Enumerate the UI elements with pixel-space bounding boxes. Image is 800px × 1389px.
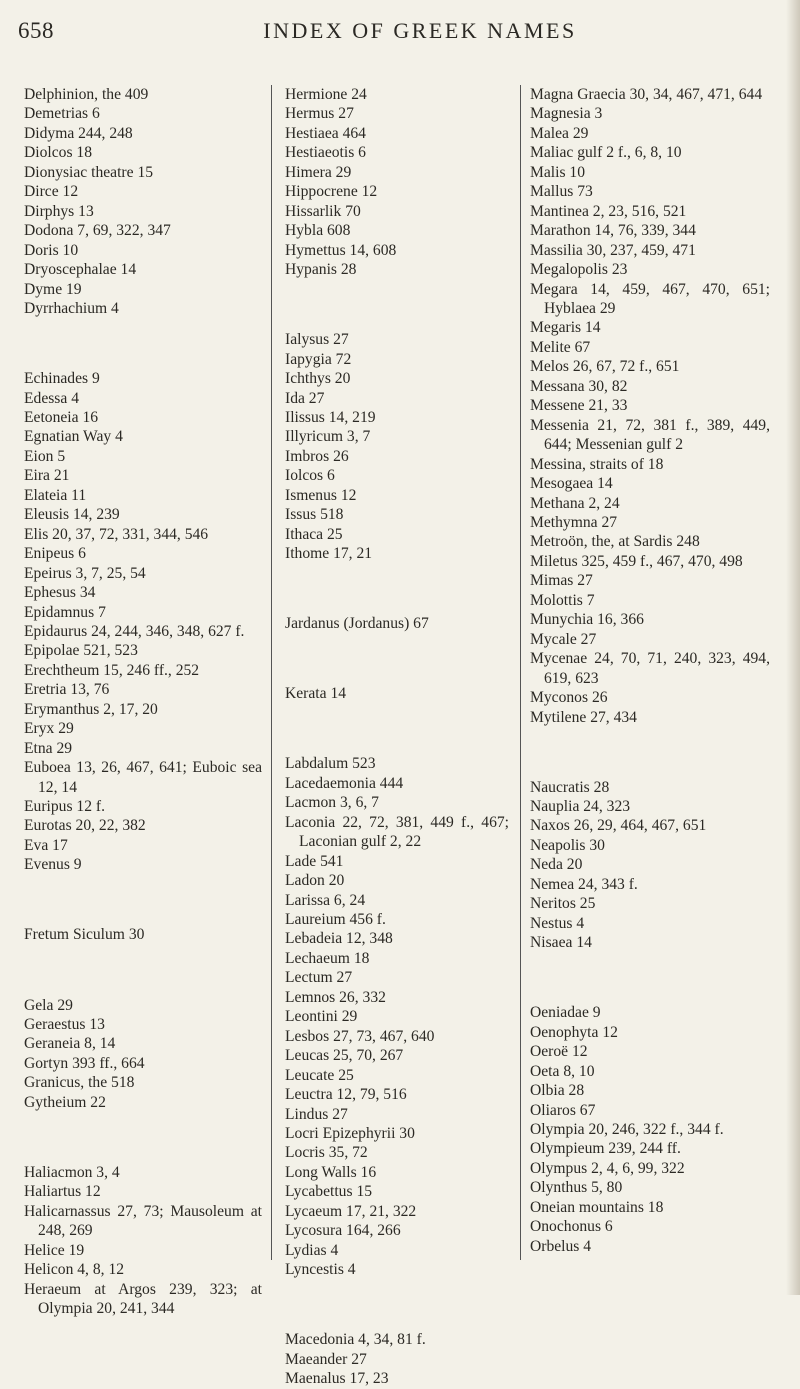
index-entry: Ilissus 14, 219 <box>285 408 376 426</box>
index-entry: Lycaeum 17, 21, 322 <box>285 1202 417 1220</box>
index-entry: Oeroë 12 <box>530 1043 588 1061</box>
index-entry: Etna 29 <box>24 739 73 757</box>
index-entry: Haliartus 12 <box>24 1183 101 1201</box>
index-entry: Lemnos 26, 332 <box>285 988 386 1006</box>
index-entry: Leontini 29 <box>285 1008 358 1026</box>
index-entry: Laconia 22, 72, 381, 449 f., 467; Laconian gulf 2, 22 <box>285 813 509 851</box>
index-entry: Ichthys 20 <box>285 370 351 388</box>
index-entry: Messenia 21, 72, 381 f., 389, 449, 644; Messenian gulf 2 <box>530 416 770 454</box>
index-entry: Onochonus 6 <box>530 1218 613 1236</box>
letter-group-gap <box>24 890 262 909</box>
index-entry: Lycabettus 15 <box>285 1183 373 1201</box>
index-entry: Ephesus 34 <box>24 584 96 602</box>
index-entry: Messana 30, 82 <box>530 377 628 395</box>
page-title: INDEX OF GREEK NAMES <box>263 18 577 43</box>
index-entry: Haliacmon 3, 4 <box>24 1163 120 1181</box>
index-entry: Dyrrhachium 4 <box>24 299 119 317</box>
index-entry: Mytilene 27, 434 <box>530 708 637 726</box>
index-entry: Geraneia 8, 14 <box>24 1035 116 1053</box>
index-entry: Megalopolis 23 <box>530 261 628 279</box>
index-entry: Echinades 9 <box>24 370 100 388</box>
index-entry: Oenophyta 12 <box>530 1023 618 1041</box>
index-entry: Elateia 11 <box>24 486 87 504</box>
index-entry: Lacmon 3, 6, 7 <box>285 794 379 812</box>
index-entry: Eira 21 <box>24 467 70 485</box>
index-entry: Nauplia 24, 323 <box>530 798 631 816</box>
index-entry: Himera 29 <box>285 163 352 181</box>
index-entry: Olympieum 239, 244 ff. <box>530 1140 681 1158</box>
index-entry: Messina, straits of 18 <box>530 455 664 473</box>
index-entry: Geraestus 13 <box>24 1016 105 1033</box>
index-entry: Ida 27 <box>285 389 325 407</box>
column-divider <box>271 85 272 1260</box>
index-entry: Dirphys 13 <box>24 202 94 220</box>
index-entry: Massilia 30, 237, 459, 471 <box>530 241 696 259</box>
index-entry: Neda 20 <box>530 856 583 874</box>
index-entry: Maliac gulf 2 f., 6, 8, 10 <box>530 144 682 162</box>
index-entry: Hestiaea 464 <box>285 124 366 142</box>
index-entry: Edessa 4 <box>24 389 79 407</box>
index-entry: Dryoscephalae 14 <box>24 261 137 279</box>
index-entry: Mesogaea 14 <box>530 475 613 493</box>
index-entry: Molottis 7 <box>530 591 595 609</box>
index-entry: Mallus 73 <box>530 183 593 201</box>
index-entry: Helicon 4, 8, 12 <box>24 1261 125 1279</box>
index-entry: Oeta 8, 10 <box>530 1062 595 1080</box>
index-entry: Laureium 456 f. <box>285 911 386 928</box>
index-entry: Demetrias 6 <box>24 105 100 123</box>
index-entry: Eurotas 20, 22, 382 <box>24 817 146 835</box>
index-entry: Long Walls 16 <box>285 1163 377 1181</box>
index-entry: Lydias 4 <box>285 1241 339 1259</box>
index-entry: Dionysiac theatre 15 <box>24 163 154 181</box>
index-entry: Maenalus 17, 23 <box>285 1370 389 1388</box>
index-entry: Epidaurus 24, 244, 346, 348, 627 f. <box>24 622 245 640</box>
index-entry: Malea 29 <box>530 124 589 142</box>
letter-group-gap <box>24 1128 262 1147</box>
index-entry: Neritos 25 <box>530 895 596 913</box>
index-entry: Malis 10 <box>530 163 586 181</box>
index-entry: Helice 19 <box>24 1241 85 1259</box>
index-entry: Methana 2, 24 <box>530 494 620 512</box>
index-entry: Eion 5 <box>24 447 66 465</box>
index-entry: Oeniadae 9 <box>530 1004 601 1022</box>
index-entry: Methymna 27 <box>530 513 618 531</box>
index-entry: Erechtheum 15, 246 ff., 252 <box>24 661 200 679</box>
index-entry: Munychia 16, 366 <box>530 611 644 629</box>
letter-group-gap <box>530 743 770 762</box>
index-entry: Ismenus 12 <box>285 486 357 504</box>
index-entry: Lyncestis 4 <box>285 1261 356 1279</box>
index-entry: Hermione 24 <box>285 86 367 103</box>
index-entry: Metroön, the, at Sardis 248 <box>530 533 700 551</box>
index-entry: Jardanus (Jordanus) 67 <box>285 615 429 633</box>
index-entry: Evenus 9 <box>24 856 82 874</box>
index-entry: Hissarlik 70 <box>285 202 361 220</box>
index-entry: Dodona 7, 69, 322, 347 <box>24 222 171 240</box>
index-entry: Nisaea 14 <box>530 934 592 952</box>
index-entry: Mimas 27 <box>530 572 593 590</box>
index-entry: Egnatian Way 4 <box>24 428 123 446</box>
index-entry: Diolcos 18 <box>24 144 93 162</box>
index-entry: Eleusis 14, 239 <box>24 506 120 524</box>
index-entry: Epipolae 521, 523 <box>24 642 138 660</box>
index-entry: Hybla 608 <box>285 222 351 240</box>
index-columns <box>0 85 800 1388</box>
index-entry: Melite 67 <box>530 338 591 356</box>
index-entry: Olympus 2, 4, 6, 99, 322 <box>530 1159 685 1177</box>
index-entry: Gytheium 22 <box>24 1093 106 1111</box>
column-divider <box>520 85 521 1260</box>
index-column-1 <box>24 85 262 1319</box>
index-entry: Didyma 244, 248 <box>24 124 133 142</box>
index-entry: Olynthus 5, 80 <box>530 1179 623 1197</box>
index-entry: Issus 518 <box>285 506 344 524</box>
index-entry: Maeander 27 <box>285 1350 367 1368</box>
letter-group-gap <box>24 961 262 980</box>
index-entry: Megaris 14 <box>530 319 601 337</box>
index-entry: Mycenae 24, 70, 71, 240, 323, 494, 619, 623 <box>530 650 770 687</box>
index-entry: Imbros 26 <box>285 447 349 465</box>
index-entry: Labdalum 523 <box>285 755 376 773</box>
index-entry: Ithome 17, 21 <box>285 545 373 563</box>
index-entry: Dyme 19 <box>24 280 82 298</box>
letter-group-gap <box>530 968 770 987</box>
index-entry: Ladon 20 <box>285 872 345 890</box>
index-entry: Eretria 13, 76 <box>24 681 110 699</box>
index-entry: Epeirus 3, 7, 25, 54 <box>24 564 146 582</box>
letter-group-gap <box>285 1295 509 1314</box>
index-entry: Eetoneia 16 <box>24 408 99 426</box>
index-entry: Mycale 27 <box>530 630 597 648</box>
index-entry: Enipeus 6 <box>24 545 86 563</box>
letter-group-gap <box>24 334 262 353</box>
index-entry: Gortyn 393 ff., 664 <box>24 1054 145 1072</box>
page-edge-shadow <box>786 0 800 1295</box>
index-entry: Locris 35, 72 <box>285 1144 368 1162</box>
index-entry: Heraeum at Argos 239, 323; at Olympia 20, 241, 344 <box>24 1280 262 1318</box>
index-entry: Marathon 14, 76, 339, 344 <box>530 222 696 240</box>
index-entry: Iolcos 6 <box>285 467 335 485</box>
index-entry: Lesbos 27, 73, 467, 640 <box>285 1027 435 1045</box>
index-entry: Melos 26, 67, 72 f., 651 <box>530 358 680 376</box>
letter-group-gap <box>285 579 509 598</box>
index-entry: Lindus 27 <box>285 1105 348 1123</box>
index-entry: Epidamnus 7 <box>24 603 106 621</box>
index-entry: Megara 14, 459, 467, 470, 651; Hyblaea 29 <box>530 280 770 317</box>
index-entry: Oneian mountains 18 <box>530 1198 664 1216</box>
index-entry: Illyricum 3, 7 <box>285 428 371 446</box>
letter-group-gap <box>285 719 509 738</box>
index-entry: Doris 10 <box>24 241 79 259</box>
index-entry: Leucas 25, 70, 267 <box>285 1047 404 1065</box>
index-entry: Fretum Siculum 30 <box>24 926 145 944</box>
index-entry: Messene 21, 33 <box>530 397 628 415</box>
index-entry: Olbia 28 <box>530 1082 585 1100</box>
index-entry: Granicus, the 518 <box>24 1074 135 1092</box>
index-entry: Magnesia 3 <box>530 105 603 123</box>
index-entry: Leucate 25 <box>285 1066 354 1084</box>
index-entry: Lade 541 <box>285 852 344 870</box>
index-entry: Iapygia 72 <box>285 350 352 368</box>
index-entry: Lectum 27 <box>285 969 353 987</box>
index-entry: Halicarnassus 27, 73; Mausoleum at 248, 269 <box>24 1202 262 1240</box>
index-entry: Hermus 27 <box>285 105 354 123</box>
index-entry: Hymettus 14, 608 <box>285 241 397 259</box>
index-entry: Dirce 12 <box>24 183 79 201</box>
index-entry: Neapolis 30 <box>530 836 605 854</box>
index-entry: Elis 20, 37, 72, 331, 344, 546 <box>24 525 209 543</box>
index-entry: Leuctra 12, 79, 516 <box>285 1086 407 1104</box>
index-entry: Gela 29 <box>24 996 73 1014</box>
index-entry: Hestiaeotis 6 <box>285 144 366 162</box>
index-entry: Eva 17 <box>24 836 68 854</box>
index-entry: Lacedaemonia 444 <box>285 774 404 792</box>
index-entry: Lechaeum 18 <box>285 949 370 967</box>
index-entry: Orbelus 4 <box>530 1237 592 1255</box>
index-entry: Hippocrene 12 <box>285 183 378 201</box>
index-entry: Lebadeia 12, 348 <box>285 930 393 948</box>
index-entry: Ialysus 27 <box>285 331 349 349</box>
page-header <box>0 18 800 52</box>
index-entry: Euboea 13, 26, 467, 641; Euboic sea 12, 14 <box>24 759 262 796</box>
index-entry: Delphinion, the 409 <box>24 86 149 103</box>
index-entry: Locri Epizephyrii 30 <box>285 1124 415 1142</box>
index-column-2 <box>285 85 509 1389</box>
index-entry: Eryx 29 <box>24 720 74 738</box>
index-entry: Naxos 26, 29, 464, 467, 651 <box>530 817 707 835</box>
index-entry: Myconos 26 <box>530 689 608 707</box>
letter-group-gap <box>285 295 509 314</box>
index-entry: Olympia 20, 246, 322 f., 344 f. <box>530 1121 724 1138</box>
index-entry: Euripus 12 f. <box>24 798 105 816</box>
index-entry: Mantinea 2, 23, 516, 521 <box>530 202 687 220</box>
index-entry: Macedonia 4, 34, 81 f. <box>285 1331 426 1349</box>
index-entry: Nemea 24, 343 f. <box>530 875 638 893</box>
index-entry: Miletus 325, 459 f., 467, 470, 498 <box>530 552 743 570</box>
letter-group-gap <box>285 649 509 668</box>
index-entry: Oliaros 67 <box>530 1101 596 1119</box>
index-entry: Larissa 6, 24 <box>285 891 366 909</box>
index-entry: Lycosura 164, 266 <box>285 1222 401 1240</box>
index-entry: Kerata 14 <box>285 685 347 703</box>
index-entry: Ithaca 25 <box>285 525 343 543</box>
index-column-3 <box>530 85 770 1256</box>
index-entry: Magna Graecia 30, 34, 467, 471, 644 <box>530 86 763 103</box>
page-number: 658 <box>18 18 54 43</box>
index-entry: Naucratis 28 <box>530 778 610 796</box>
index-entry: Erymanthus 2, 17, 20 <box>24 700 158 718</box>
index-entry: Nestus 4 <box>530 914 585 932</box>
index-entry: Hypanis 28 <box>285 261 357 279</box>
